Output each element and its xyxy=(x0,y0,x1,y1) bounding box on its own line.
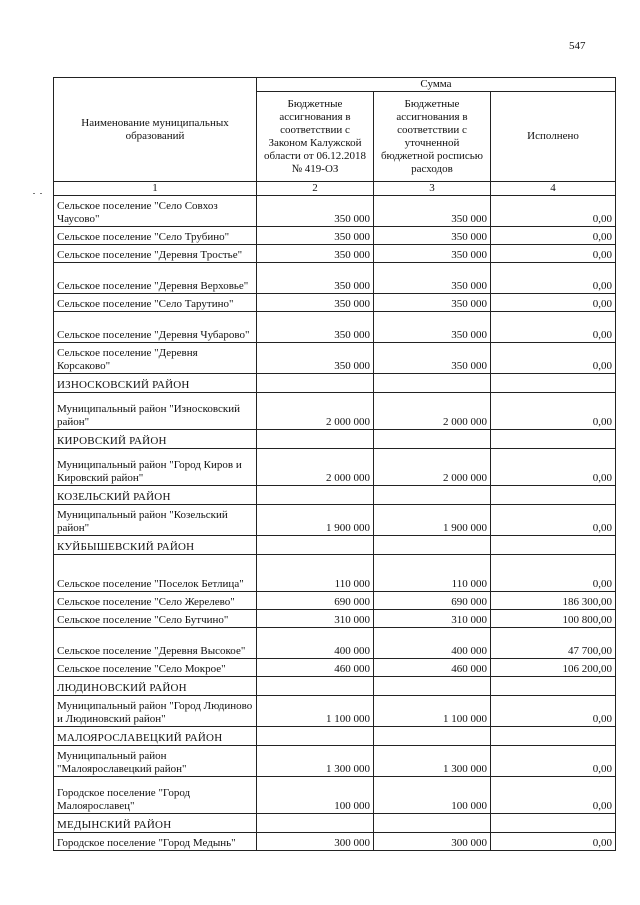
name-cell: Муниципальный район "Малоярославецкий район" xyxy=(54,746,257,777)
executed-cell: 0,00 xyxy=(491,263,616,294)
name-cell: Сельское поселение "Село Тарутино" xyxy=(54,294,257,312)
section-title: МАЛОЯРОСЛАВЕЦКИЙ РАЙОН xyxy=(54,727,257,746)
executed-cell: 0,00 xyxy=(491,746,616,777)
section-title: КИРОВСКИЙ РАЙОН xyxy=(54,430,257,449)
empty-cell xyxy=(374,814,491,833)
header-executed: Исполнено xyxy=(491,92,616,182)
empty-cell xyxy=(257,677,374,696)
table-row xyxy=(54,592,616,610)
budget-refined-cell: 1 900 000 xyxy=(374,505,491,536)
scan-mark xyxy=(33,193,35,194)
budget-refined-cell: 110 000 xyxy=(374,555,491,592)
empty-cell xyxy=(257,374,374,393)
header-sum: Сумма xyxy=(257,78,616,92)
section-row xyxy=(54,374,616,393)
budget-law-cell: 350 000 xyxy=(257,245,374,263)
empty-cell xyxy=(491,814,616,833)
table-row xyxy=(54,312,616,343)
budget-refined-cell: 350 000 xyxy=(374,312,491,343)
empty-cell xyxy=(491,486,616,505)
empty-cell xyxy=(491,727,616,746)
budget-law-cell: 350 000 xyxy=(257,263,374,294)
name-cell: Сельское поселение "Деревня Чубарово" xyxy=(54,312,257,343)
name-cell: Сельское поселение "Село Совхоз Чаусово" xyxy=(54,196,257,227)
name-cell: Сельское поселение "Поселок Бетлица" xyxy=(54,555,257,592)
budget-law-cell: 2 000 000 xyxy=(257,449,374,486)
table-body xyxy=(54,196,616,851)
budget-law-cell: 1 100 000 xyxy=(257,696,374,727)
table-row xyxy=(54,263,616,294)
budget-law-cell: 350 000 xyxy=(257,227,374,245)
budget-law-cell: 350 000 xyxy=(257,196,374,227)
executed-cell: 0,00 xyxy=(491,555,616,592)
table-row xyxy=(54,555,616,592)
empty-cell xyxy=(257,814,374,833)
section-row xyxy=(54,536,616,555)
budget-law-cell: 300 000 xyxy=(257,833,374,851)
table-row xyxy=(54,505,616,536)
executed-cell: 0,00 xyxy=(491,312,616,343)
table-row xyxy=(54,696,616,727)
budget-law-cell: 1 900 000 xyxy=(257,505,374,536)
section-row xyxy=(54,814,616,833)
header-name: Наименование муниципальных образований xyxy=(54,78,257,182)
executed-cell: 0,00 xyxy=(491,227,616,245)
name-cell: Городское поселение "Город Малоярославец" xyxy=(54,777,257,814)
empty-cell xyxy=(257,536,374,555)
name-cell: Сельское поселение "Село Жерелево" xyxy=(54,592,257,610)
section-title: КОЗЕЛЬСКИЙ РАЙОН xyxy=(54,486,257,505)
scan-mark xyxy=(40,193,42,194)
budget-refined-cell: 350 000 xyxy=(374,245,491,263)
table-row xyxy=(54,610,616,628)
table-row xyxy=(54,393,616,430)
budget-refined-cell: 350 000 xyxy=(374,227,491,245)
table-row xyxy=(54,659,616,677)
budget-law-cell: 460 000 xyxy=(257,659,374,677)
page-number: 547 xyxy=(569,40,586,52)
executed-cell: 0,00 xyxy=(491,696,616,727)
budget-refined-cell: 690 000 xyxy=(374,592,491,610)
name-cell: Муниципальный район "Козельский район" xyxy=(54,505,257,536)
table-row xyxy=(54,196,616,227)
header-budget-refined: Бюджетные ассигнования в соответствии с уточненной бюджетной росписью расходов xyxy=(374,92,491,182)
section-title: КУЙБЫШЕВСКИЙ РАЙОН xyxy=(54,536,257,555)
budget-law-cell: 350 000 xyxy=(257,312,374,343)
empty-cell xyxy=(491,374,616,393)
budget-refined-cell: 350 000 xyxy=(374,294,491,312)
budget-refined-cell: 2 000 000 xyxy=(374,449,491,486)
table-row xyxy=(54,746,616,777)
table-row xyxy=(54,833,616,851)
executed-cell: 0,00 xyxy=(491,777,616,814)
empty-cell xyxy=(491,536,616,555)
name-cell: Сельское поселение "Село Мокрое" xyxy=(54,659,257,677)
budget-law-cell: 100 000 xyxy=(257,777,374,814)
budget-refined-cell: 1 100 000 xyxy=(374,696,491,727)
name-cell: Муниципальный район "Износковский район" xyxy=(54,393,257,430)
name-cell: Сельское поселение "Деревня Корсаково" xyxy=(54,343,257,374)
executed-cell: 100 800,00 xyxy=(491,610,616,628)
executed-cell: 47 700,00 xyxy=(491,628,616,659)
budget-refined-cell: 350 000 xyxy=(374,263,491,294)
budget-refined-cell: 400 000 xyxy=(374,628,491,659)
empty-cell xyxy=(491,430,616,449)
budget-refined-cell: 460 000 xyxy=(374,659,491,677)
empty-cell xyxy=(374,727,491,746)
header-budget-law: Бюджетные ассигнования в соответствии с Законом Калужской области от 06.12.2018 № 419-ОЗ xyxy=(257,92,374,182)
name-cell: Сельское поселение "Деревня Высокое" xyxy=(54,628,257,659)
empty-cell xyxy=(374,677,491,696)
section-title: МЕДЫНСКИЙ РАЙОН xyxy=(54,814,257,833)
empty-cell xyxy=(257,486,374,505)
executed-cell: 0,00 xyxy=(491,393,616,430)
budget-table xyxy=(53,77,616,851)
budget-refined-cell: 310 000 xyxy=(374,610,491,628)
name-cell: Муниципальный район "Город Людиново и Людиновский район" xyxy=(54,696,257,727)
budget-refined-cell: 100 000 xyxy=(374,777,491,814)
budget-refined-cell: 1 300 000 xyxy=(374,746,491,777)
table-row xyxy=(54,343,616,374)
name-cell: Городское поселение "Город Медынь" xyxy=(54,833,257,851)
name-cell: Муниципальный район "Город Киров и Кировский район" xyxy=(54,449,257,486)
budget-law-cell: 350 000 xyxy=(257,294,374,312)
budget-refined-cell: 350 000 xyxy=(374,196,491,227)
empty-cell xyxy=(374,430,491,449)
col-number-4: 4 xyxy=(491,182,616,196)
executed-cell: 0,00 xyxy=(491,196,616,227)
section-row xyxy=(54,727,616,746)
executed-cell: 186 300,00 xyxy=(491,592,616,610)
budget-refined-cell: 2 000 000 xyxy=(374,393,491,430)
col-number-2: 2 xyxy=(257,182,374,196)
empty-cell xyxy=(374,536,491,555)
empty-cell xyxy=(491,677,616,696)
table-row xyxy=(54,227,616,245)
executed-cell: 0,00 xyxy=(491,833,616,851)
budget-law-cell: 310 000 xyxy=(257,610,374,628)
budget-law-cell: 350 000 xyxy=(257,343,374,374)
budget-refined-cell: 350 000 xyxy=(374,343,491,374)
name-cell: Сельское поселение "Деревня Верховье" xyxy=(54,263,257,294)
executed-cell: 0,00 xyxy=(491,343,616,374)
empty-cell xyxy=(374,486,491,505)
budget-law-cell: 2 000 000 xyxy=(257,393,374,430)
executed-cell: 0,00 xyxy=(491,505,616,536)
executed-cell: 0,00 xyxy=(491,245,616,263)
table-row xyxy=(54,294,616,312)
empty-cell xyxy=(257,727,374,746)
col-number-3: 3 xyxy=(374,182,491,196)
name-cell: Сельское поселение "Деревня Тростье" xyxy=(54,245,257,263)
section-row xyxy=(54,486,616,505)
section-row xyxy=(54,430,616,449)
budget-law-cell: 690 000 xyxy=(257,592,374,610)
budget-refined-cell: 300 000 xyxy=(374,833,491,851)
executed-cell: 0,00 xyxy=(491,449,616,486)
section-row xyxy=(54,677,616,696)
budget-law-cell: 1 300 000 xyxy=(257,746,374,777)
name-cell: Сельское поселение "Село Бутчино" xyxy=(54,610,257,628)
executed-cell: 0,00 xyxy=(491,294,616,312)
section-title: ИЗНОСКОВСКИЙ РАЙОН xyxy=(54,374,257,393)
col-number-1: 1 xyxy=(54,182,257,196)
budget-law-cell: 400 000 xyxy=(257,628,374,659)
empty-cell xyxy=(374,374,491,393)
section-title: ЛЮДИНОВСКИЙ РАЙОН xyxy=(54,677,257,696)
table-row xyxy=(54,628,616,659)
table-row xyxy=(54,777,616,814)
empty-cell xyxy=(257,430,374,449)
executed-cell: 106 200,00 xyxy=(491,659,616,677)
table-row xyxy=(54,245,616,263)
table-row xyxy=(54,449,616,486)
budget-law-cell: 110 000 xyxy=(257,555,374,592)
name-cell: Сельское поселение "Село Трубино" xyxy=(54,227,257,245)
